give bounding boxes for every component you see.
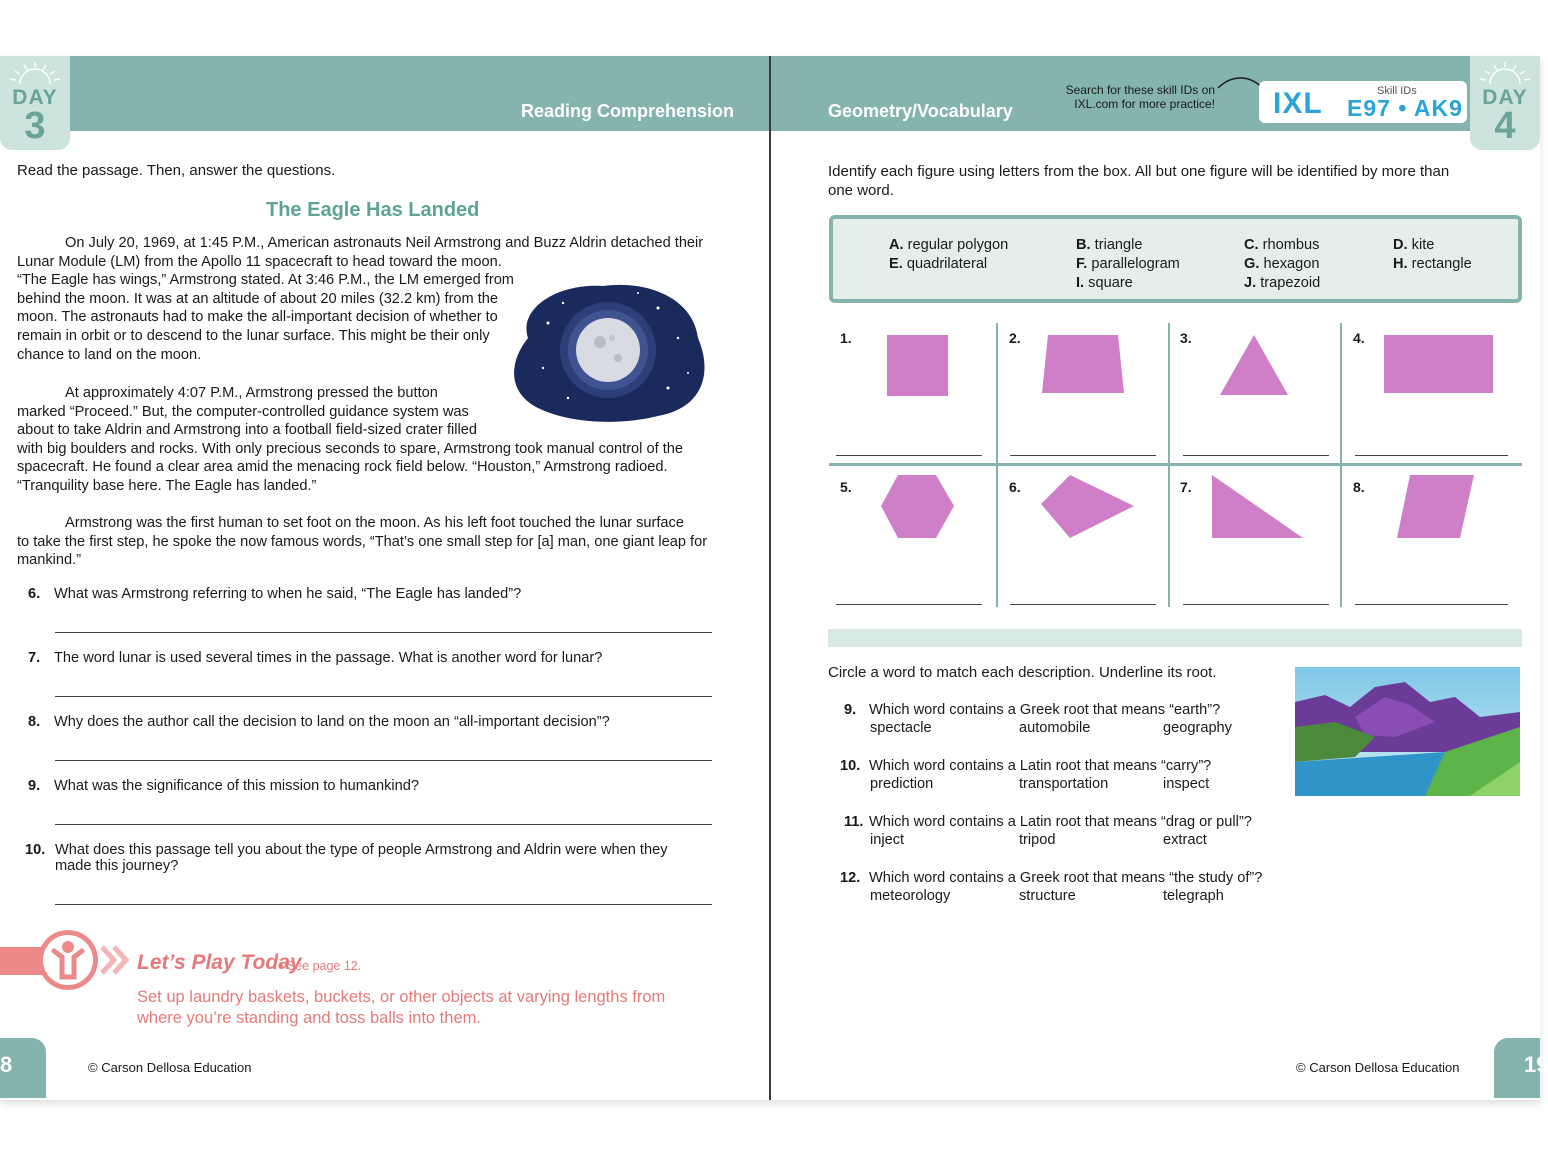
word-box-word: regular polygon [907, 237, 1009, 253]
book-spine [769, 56, 771, 1100]
figure-number: 3. [1180, 330, 1192, 346]
word-box-item [1393, 237, 1434, 253]
skill-ids-label: Skill IDs [1377, 85, 1417, 97]
question-number: 10. [840, 758, 861, 774]
answer-line[interactable] [55, 760, 712, 761]
day-number: 4 [1494, 105, 1516, 147]
rectangle-shape [1384, 335, 1494, 395]
question-text: Which word contains a Greek root that means “the study of”? [869, 870, 1263, 886]
answer-line[interactable] [1355, 455, 1508, 456]
word-box-item [1244, 237, 1319, 253]
word-box-word: kite [1411, 237, 1435, 253]
word-option[interactable]: transportation [1019, 776, 1109, 792]
copyright-left: © Carson Dellosa Education [88, 1060, 252, 1075]
question-text: What does this passage tell you about the type of people Armstrong and Aldrin were when they made this journey? [55, 842, 668, 874]
word-box-word: rectangle [1411, 256, 1472, 272]
question-text: What was the significance of this mission to humankind? [54, 778, 420, 794]
answer-line[interactable] [55, 824, 712, 825]
question-10 [25, 842, 705, 874]
lets-play-body: Set up laundry baskets, buckets, or other objects at varying lengths from where you’re standing and toss balls into them. [137, 988, 666, 1027]
word-box-word: rhombus [1262, 237, 1320, 253]
passage-line: moon. The astronauts had to make the all-important decision of whether to [17, 309, 498, 326]
vocab-question-11 [844, 813, 1274, 832]
passage-line: “The Eagle has wings,” Armstrong stated. At 3:46 P.M., the LM emerged from [17, 272, 514, 289]
word-box-item [1076, 237, 1143, 253]
day-4-tab [1470, 56, 1540, 150]
lets-play-title: Let’s Play Today [137, 951, 302, 974]
word-box [829, 215, 1522, 303]
word-box-item [889, 237, 1008, 253]
word-option[interactable]: structure [1019, 888, 1076, 904]
ixl-skill-box[interactable] [1259, 81, 1467, 123]
question-number: 8. [28, 714, 41, 730]
word-option[interactable]: extract [1163, 832, 1207, 848]
word-box-letter: B. [1076, 237, 1091, 253]
answer-line[interactable] [1183, 604, 1329, 605]
word-box-letter: I. [1076, 275, 1085, 291]
passage-line: remain in orbit or to descend to the lunar surface. This might be their only [17, 327, 490, 344]
sun-rays-icon [1470, 58, 1540, 86]
word-option[interactable]: inspect [1163, 776, 1210, 792]
kite-shape [1040, 474, 1136, 540]
copyright-right: © Carson Dellosa Education [1296, 1060, 1460, 1075]
passage-line: chance to land on the moon. [17, 346, 202, 363]
word-option[interactable]: telegraph [1163, 888, 1224, 904]
word-box-word: hexagon [1263, 256, 1320, 272]
word-box-letter: G. [1244, 256, 1260, 272]
word-box-letter: D. [1393, 237, 1408, 253]
passage-line: behind the moon. It was at an altitude of about 20 miles (32.2 km) from the [17, 290, 499, 307]
figure-number: 1. [840, 330, 852, 346]
word-box-word: triangle [1094, 237, 1143, 253]
page-number-right [1494, 1038, 1548, 1098]
word-option[interactable]: inject [870, 832, 905, 848]
answer-line[interactable] [836, 455, 982, 456]
question-text: Which word contains a Latin root that means “carry”? [869, 758, 1212, 774]
day-3-tab [0, 56, 70, 150]
answer-line[interactable] [836, 604, 982, 605]
moon-illustration [508, 278, 712, 424]
trapezoid-shape [1040, 335, 1126, 395]
figure-number: 7. [1180, 479, 1192, 495]
word-option[interactable]: prediction [870, 776, 934, 792]
passage-line: mankind.” [17, 552, 82, 569]
answer-line[interactable] [1183, 455, 1329, 456]
answer-line[interactable] [55, 904, 712, 905]
passage-line: “Tranquility base here. The Eagle has landed.” [17, 477, 317, 494]
passage-line: to take the first step, he spoke the now famous words, “That’s one small step for [a] man, one giant leap for [17, 533, 708, 550]
question-8 [28, 714, 708, 730]
answer-line[interactable] [1010, 455, 1156, 456]
lets-play-see-page: • See page 12. [279, 959, 362, 973]
passage-line: spacecraft. He found a clear area amid the menacing rock field below. “Houston,” Armstrong radioed. [17, 459, 668, 476]
question-text: The word lunar is used several times in the passage. What is another word for lunar? [54, 650, 603, 666]
question-number: 9. [844, 702, 857, 718]
question-number: 10. [25, 842, 46, 858]
page-number-text: 8 [0, 1052, 13, 1077]
day-number: 3 [24, 105, 46, 147]
figure-number: 5. [840, 479, 852, 495]
question-text: Which word contains a Greek root that means “earth”? [869, 702, 1221, 718]
answer-line[interactable] [55, 632, 712, 633]
question-text: What was Armstrong referring to when he said, “The Eagle has landed”? [54, 586, 522, 602]
word-box-word: parallelogram [1091, 256, 1180, 272]
question-7 [28, 650, 708, 666]
passage-line: At approximately 4:07 P.M., Armstrong pressed the button [65, 385, 438, 401]
word-box-item [889, 256, 987, 272]
figure-number: 4. [1353, 330, 1365, 346]
passage-line: with big boulders and rocks. With only precious seconds to spare, Armstrong took manual control of the [17, 440, 683, 457]
word-box-letter: C. [1244, 237, 1259, 253]
passage-line: Lunar Module (LM) from the Apollo 11 spacecraft to head toward the moon. [17, 253, 502, 270]
word-box-letter: F. [1076, 256, 1088, 272]
passage-paragraph-3 [17, 514, 717, 570]
figure-number: 8. [1353, 479, 1365, 495]
parallelogram-shape [1396, 474, 1476, 540]
right-triangle-shape [1211, 474, 1305, 540]
vocab-question-9 [844, 701, 1274, 720]
skill-ids-value: E97 • AK9 [1347, 95, 1463, 121]
figure-number: 2. [1009, 330, 1021, 346]
ixl-note: Search for these skill IDs on IXL.com for more practice! [1065, 83, 1215, 111]
figure-number: 6. [1009, 479, 1021, 495]
day-label: DAY [1482, 86, 1528, 109]
page-number-text: 19 [1524, 1052, 1548, 1077]
section-title-geometry: Geometry/Vocabulary [828, 101, 1013, 121]
question-9 [28, 778, 708, 794]
word-box-item [1244, 275, 1320, 291]
triangle-shape [1220, 335, 1290, 397]
word-box-item [1393, 256, 1472, 272]
sun-rays-icon [0, 58, 70, 86]
word-option[interactable]: tripod [1019, 832, 1056, 848]
geometry-instructions: Identify each figure using letters from the box. All but one figure will be identified by more than one word. [828, 163, 1450, 199]
question-text: Which word contains a Latin root that means “drag or pull”? [869, 814, 1252, 830]
question-number: 7. [28, 650, 41, 666]
square-shape [887, 335, 949, 397]
question-number: 9. [28, 778, 41, 794]
section-divider [828, 629, 1522, 647]
word-box-item [1244, 256, 1319, 272]
question-6 [28, 586, 708, 602]
word-box-item [1076, 256, 1180, 272]
ixl-logo: IXL [1273, 87, 1323, 120]
passage-line: On July 20, 1969, at 1:45 P.M., American astronauts Neil Armstrong and Buzz Aldrin detached their [65, 235, 704, 251]
vocab-instructions: Circle a word to match each description. Underline its root. [828, 664, 1217, 681]
word-box-letter: H. [1393, 256, 1408, 272]
question-number: 11. [844, 814, 864, 830]
word-box-word: quadrilateral [906, 256, 988, 272]
day-label: DAY [12, 86, 58, 109]
question-text: Why does the author call the decision to land on the moon an “all-important decision”? [54, 714, 610, 730]
vocab-question-12 [840, 869, 1280, 888]
question-number: 12. [840, 870, 861, 886]
word-box-letter: A. [889, 237, 904, 253]
reading-instructions: Read the passage. Then, answer the questions. [17, 162, 336, 179]
question-number: 6. [28, 586, 41, 602]
word-box-letter: J. [1244, 275, 1257, 291]
hexagon-shape [880, 474, 956, 540]
word-box-letter: E. [889, 256, 903, 272]
word-box-item [1076, 275, 1133, 291]
word-box-word: square [1088, 275, 1133, 291]
word-option[interactable]: meteorology [870, 888, 951, 904]
passage-line: about to take Aldrin and Armstrong into a football field-sized crater filled [17, 422, 477, 439]
word-option[interactable]: geography [1163, 720, 1232, 736]
word-box-word: trapezoid [1260, 275, 1321, 291]
word-option[interactable]: spectacle [870, 720, 932, 736]
landscape-illustration [1295, 667, 1520, 796]
answer-line[interactable] [55, 696, 712, 697]
vocab-question-10 [840, 757, 1270, 776]
word-option[interactable]: automobile [1019, 720, 1091, 736]
answer-line[interactable] [1355, 604, 1508, 605]
section-title-reading: Reading Comprehension [521, 101, 735, 121]
passage-line: marked “Proceed.” But, the computer-controlled guidance system was [17, 403, 469, 420]
answer-line[interactable] [1010, 604, 1156, 605]
passage-title: The Eagle Has Landed [266, 199, 480, 221]
grid-divider [829, 463, 1522, 466]
page-number-left [0, 1038, 46, 1098]
passage-line: Armstrong was the first human to set foot on the moon. As his left foot touched the lunar surface [65, 515, 684, 531]
person-activity-icon [36, 927, 136, 993]
